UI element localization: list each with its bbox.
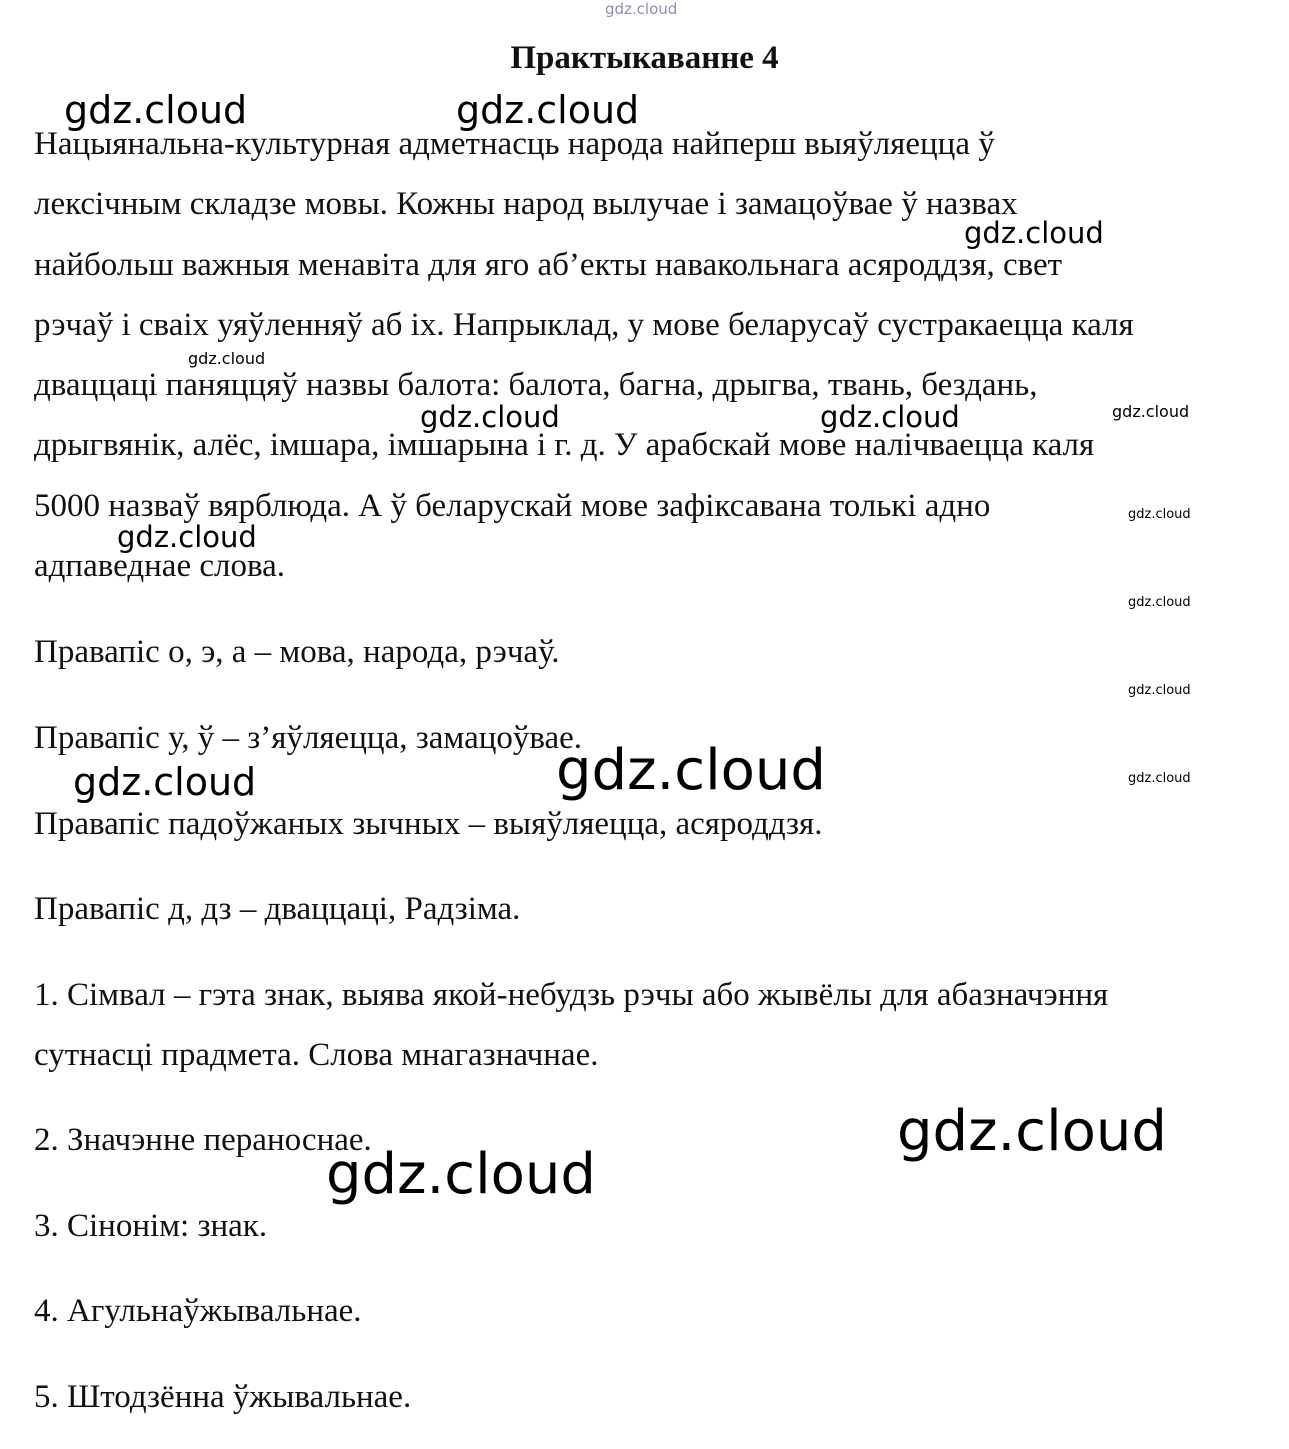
rule-line: Правапіс д, дз – дваццаці, Радзіма. bbox=[34, 891, 521, 927]
watermark: gdz.cloud bbox=[1128, 595, 1191, 610]
answer-line: 3. Сінонім: знак. bbox=[34, 1208, 268, 1244]
paragraph-line: лексічным складзе мовы. Кожны народ вылучае і замацоўвае ў назвах bbox=[34, 186, 1018, 222]
rule-line: Правапіс падоўжаных зычных – выяўляецца, асяроддзя. bbox=[34, 806, 823, 842]
paragraph-line: 5000 назваў вярблюда. А ў беларускай мове зафіксавана толькі адно bbox=[34, 488, 991, 524]
paragraph-line: Нацыянальна-культурная адметнасць народа найперш выяўляецца ў bbox=[34, 126, 995, 162]
watermark: gdz.cloud bbox=[64, 88, 248, 132]
watermark: gdz.cloud bbox=[73, 760, 257, 804]
watermark: gdz.cloud bbox=[1128, 507, 1191, 522]
answer-line: 1. Сімвал – гэта знак, выява якой-небудзь рэчы або жывёлы для абазначэння bbox=[34, 977, 1109, 1013]
watermark: gdz.cloud bbox=[1112, 402, 1190, 421]
watermark: gdz.cloud bbox=[556, 738, 826, 803]
watermark: gdz.cloud bbox=[897, 1099, 1167, 1164]
watermark: gdz.cloud bbox=[188, 349, 266, 368]
rule-line: Правапіс у, ў – з’яўляецца, замацоўвае. bbox=[34, 720, 583, 756]
watermark: gdz.cloud bbox=[1128, 771, 1191, 786]
watermark: gdz.cloud bbox=[117, 520, 257, 554]
answer-line: сутнасці прадмета. Слова мнагазначнае. bbox=[34, 1037, 599, 1073]
page-title: Практыкаванне 4 bbox=[510, 40, 779, 76]
watermark: gdz.cloud bbox=[420, 400, 560, 434]
paragraph-line: дрыгвянік, алёс, імшара, імшарына і г. д. У арабскай мове налічваецца каля bbox=[34, 427, 1095, 463]
rule-line: Правапіс о, э, а – мова, народа, рэчаў. bbox=[34, 634, 560, 670]
answer-line: 5. Штодзённа ўжывальнае. bbox=[34, 1379, 412, 1415]
paragraph-line: найбольш важныя менавіта для яго аб’екты навакольнага асяроддзя, свет bbox=[34, 247, 1063, 283]
watermark: gdz.cloud bbox=[964, 216, 1104, 250]
answer-line: 4. Агульнаўжывальнае. bbox=[34, 1293, 362, 1329]
watermark: gdz.cloud bbox=[326, 1142, 596, 1207]
watermark: gdz.cloud bbox=[1128, 683, 1191, 698]
paragraph-line: адпаведнае слова. bbox=[34, 548, 285, 584]
paragraph-line: дваццаці паняццяў назвы балота: балота, багна, дрыгва, твань, бездань, bbox=[34, 367, 1038, 403]
answer-line: 2. Значэнне пераноснае. bbox=[34, 1122, 372, 1158]
watermark: gdz.cloud bbox=[456, 88, 640, 132]
paragraph-line: рэчаў і сваіх уяўленняў аб іх. Напрыклад, у мове беларусаў сустракаецца каля bbox=[34, 307, 1134, 343]
watermark: gdz.cloud bbox=[605, 0, 678, 18]
watermark: gdz.cloud bbox=[820, 400, 960, 434]
